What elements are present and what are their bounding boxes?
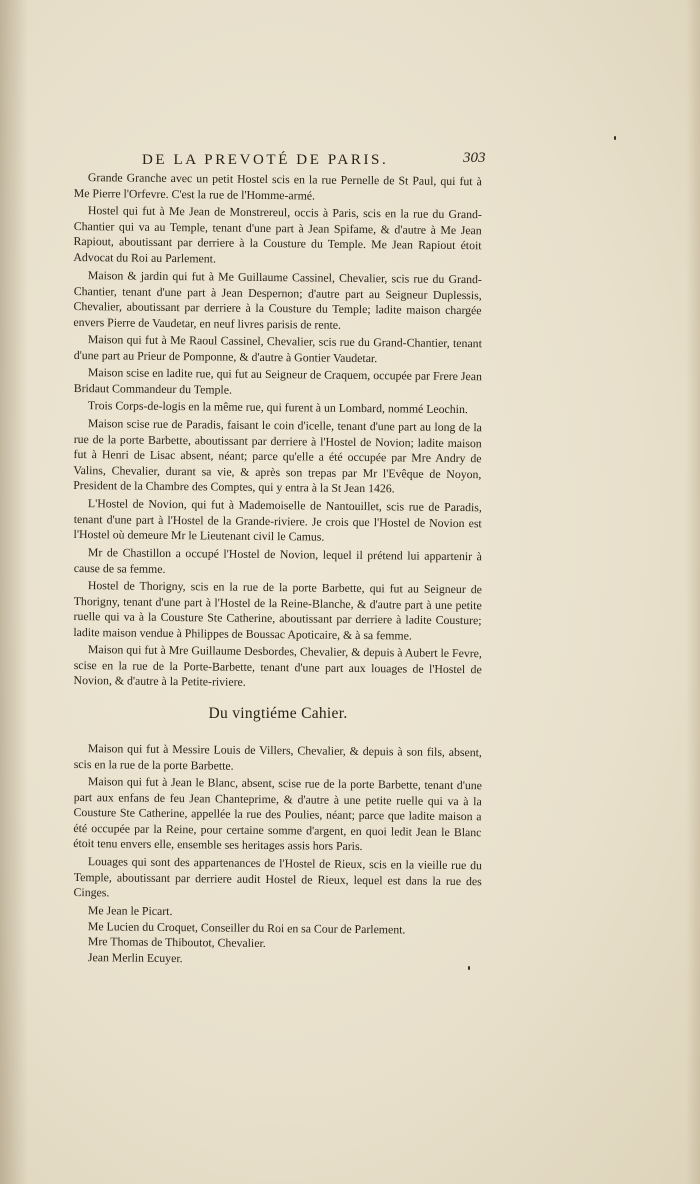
binding-shadow (0, 0, 28, 1184)
section-heading: Du vingtiéme Cahier. (208, 705, 348, 722)
paragraph: Hostel qui fut à Me Jean de Monstrereul, occis à Paris, scis en la rue du Grand-Chantier qui va au Temple, tenant d'une part à Jean Spifame, & d'autre à Me Jean Rapiout, aboutissant par derriere à la Cousture du Temple. Me Jean Rapiout étoit Advocat du Roi au Parlement. (73, 203, 482, 266)
page-edge-shading (686, 0, 700, 1184)
paragraph: Maison qui fut à Mre Guillaume Desbordes, Chevalier, & depuis à Aubert le Fevre, scise en la rue de la Porte-Barbette, tenant d'une part aux louages de l'Hostel de Novion, & d'autre à la Petite-riviere. (73, 642, 482, 690)
paragraph: Trois Corps-de-logis en la même rue, qui furent à un Lombard, nommé Leochin. (87, 398, 468, 417)
section-paragraph: Maison qui fut à Messire Louis de Villers, Chevalier, & depuis à son fils, absent, scis en la rue de la porte Barbette. (73, 741, 482, 773)
name-entry: Mre Thomas de Thiboutot, Chevalier. (87, 934, 266, 951)
page-number: 303 (463, 150, 486, 166)
paragraph: Maison scise en ladite rue, qui fut au Seigneur de Craquem, occupée par Frere Jean Bridaut Commandeur du Temple. (73, 365, 482, 397)
ink-speck (614, 136, 616, 140)
paragraph: Maison scise rue de Paradis, faisant le coin d'icelle, tenant d'une part au long de la rue de la porte Barbette, aboutissant par derriere à l'Hostel de Novion; ladite maison fut à Henri de Lisac absent, néant; parce qu'elle a été occupée par Mre Andry de Valins, Chevalier, durant sa vie, & après son trepas par Mr l'Evêque de Noyon, President de la Chambre des Comptes, qui y entra à la St Jean 1426. (73, 416, 482, 496)
name-entry: Jean Merlin Ecuyer. (87, 949, 183, 965)
paragraph: Maison qui fut à Me Raoul Cassinel, Chevalier, scis rue du Grand-Chantier, tenant d'une part au Prieur de Pomponne, & d'autre à Gontier Vaudetar. (73, 332, 482, 365)
paragraph: L'Hostel de Novion, qui fut à Mademoiselle de Nantouillet, scis rue de Paradis, tenant d'une part à l'Hostel de la Grande-riviere. Je crois que l'Hostel de Novion est l'Hostel où demeure Mr le Lieutenant civil le Camus. (73, 496, 482, 544)
name-entry: Me Jean le Picart. (87, 903, 173, 918)
section-paragraph: Louages qui sont des appartenances de l'Hostel de Rieux, scis en la vieille rue du Temple, aboutissant par derriere audit Hostel de Rieux, lequel est dans la rue des Cinges. (73, 854, 482, 900)
paragraph: Mr de Chastillon a occupé l'Hostel de Novion, lequel il prétend lui appartenir à cause de sa femme. (73, 544, 482, 576)
paragraph: Maison & jardin qui fut à Me Guillaume Cassinel, Chevalier, scis rue du Grand-Chantier, tenant d'une part à Jean Despernon; d'autre part au Seigneur Duplessis, Chevalier, aboutissant par derriere à la Cousture du Temple; ladite maison chargée envers Pierre de Vaudetar, en neuf livres parisis de rente. (73, 267, 482, 332)
main-text (74, 170, 482, 965)
paragraph: Hostel de Thorigny, scis en la rue de la porte Barbette, qui fut au Seigneur de Thorigny, tenant d'une part à l'Hostel de la Reine-Blanche, & d'autre part à une petite ruelle qui va à la Cousture Ste Catherine, aboutissant par derriere à ladite Cousture; ladite maison vendue à Philippes de Boussac Apoticaire, & à sa femme. (73, 577, 482, 643)
name-entry: Me Lucien du Croquet, Conseiller du Roi en sa Cour de Parlement. (87, 918, 406, 937)
running-title: DE LA PREVOTÉ DE PARIS. (142, 152, 389, 168)
paragraph: Grande Granche avec un petit Hostel scis en la rue Pernelle de St Paul, qui fut à Me Pierre l'Orfevre. C'est la rue de l'Homme-armé. (73, 170, 482, 203)
section-paragraph: Maison qui fut à Jean le Blanc, absent, scise rue de la porte Barbette, tenant d'une part aux enfans de feu Jean Chanteprime, & d'autre à une petite ruelle qui va à la Cousture Ste Catherine, appellée la rue des Poulies, néant; parce que ladite maison a été occupée par la Reine, pour certaine somme d'argent, en quoi ledit Jean le Blanc étoit tenu envers elle, ensemble ses heritages assis hors Paris. (73, 774, 482, 854)
